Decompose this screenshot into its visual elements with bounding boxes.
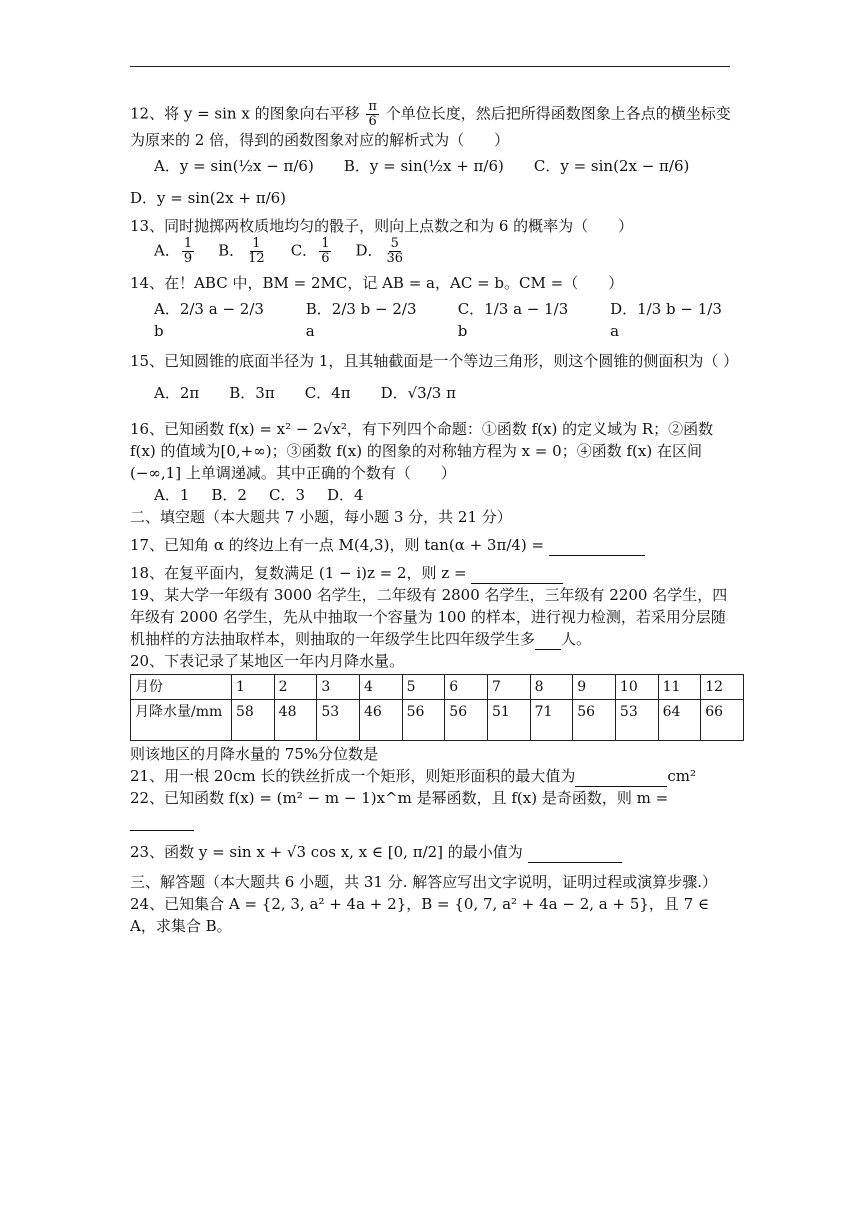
question-14-option-a: A．2/3 a − 2/3 b [154, 300, 264, 340]
question-16: 16、已知函数 f(x) = x² − 2√x²，有下列四个命题：①函数 f(x) 的定义域为 R；②函数 f(x) 的值域为[0,+∞)；③函数 f(x) 的图象的对称轴方程为 x = 0；④函数 f(x) 在区间(−∞,1] 上单调递减。其中正确的个数有（ ） [130, 420, 714, 482]
question-12-option-a: A．y = sin(½x − π/6) [154, 157, 314, 175]
table-row-label: 月降水量/mm [131, 700, 232, 741]
question-23-blank[interactable] [528, 862, 622, 863]
question-15-options [130, 382, 735, 404]
question-12-text-a: 12、将 y = sin x 的图象向右平移 [130, 104, 360, 123]
question-20: 20、下表记录了某地区一年内月降水量。 [130, 652, 405, 670]
question-23: 23、函数 y = sin x + √3 cos x, x ∈ [0, π/2] 的最小值为 [130, 841, 735, 863]
question-12 [130, 100, 735, 151]
exam-content [130, 99, 739, 937]
question-17-blank[interactable] [549, 555, 645, 556]
question-13-options [130, 237, 735, 266]
table-header-label: 月份 [131, 675, 232, 700]
question-16-option-c: C．3 [268, 486, 305, 504]
question-15: 15、已知圆锥的底面半径为 1，且其轴截面是一个等边三角形，则这个圆锥的侧面积为（ ） [130, 352, 739, 370]
question-20-after: 则该地区的月降水量的 75%分位数是 [130, 745, 379, 763]
section-2-heading: 二、填空题（本大题共 7 小题，每小题 3 分，共 21 分） [130, 508, 512, 526]
question-15-option-b: B．3π [229, 384, 275, 402]
question-24: 24、已知集合 A = {2, 3, a² + 4a + 2}，B = {0, 7, a² + 4a − 2, a + 5}，且 7 ∈ A，求集合 B。 [130, 895, 710, 935]
rainfall-table [130, 674, 744, 741]
question-22: 22、已知函数 f(x) = (m² − m − 1)x^m 是幂函数，且 f(x) 是奇函数，则 m = [130, 787, 735, 831]
question-14-options [130, 298, 735, 342]
question-12-option-c: C．y = sin(2x − π/6) [533, 157, 690, 175]
question-22-blank[interactable] [130, 830, 194, 831]
question-13-option-c: C． $\frac{1}{6}$ [290, 236, 330, 266]
question-14-option-b: B．2/3 b − 2/3 a [305, 300, 417, 340]
header-rule [130, 66, 730, 67]
question-15-option-c: C．4π [304, 384, 351, 402]
question-14: 14、在！ABC 中，BM = 2MC，记 AB = a，AC = b。CM =（ ） [130, 274, 624, 292]
question-12-option-d-line [130, 187, 735, 209]
question-12-options-row1 [130, 155, 735, 177]
question-13: 13、同时抛掷两枚质地均匀的骰子，则向上点数之和为 6 的概率为（ ） [130, 217, 634, 235]
question-21: 21、用一根 20cm 长的铁丝折成一个矩形，则矩形面积的最大值为 cm² [130, 767, 696, 785]
table-row: 月降水量/mm 58 48 53 46 56 56 51 71 56 53 64 66 [131, 700, 744, 741]
question-18: 18、在复平面内，复数满足 (1 − i)z = 2，则 z = [130, 562, 735, 584]
question-16-option-a: A．1 [154, 486, 190, 504]
question-16-options [130, 484, 735, 506]
question-13-option-a: A． $\frac{1}{9}$ [154, 236, 193, 266]
question-12-text-b: 个单位长度，然后把所得函数图象上各点的横坐标变为原来的 2 倍，得到的函数图象对应的解析式为（ ） [130, 104, 731, 149]
question-12-fraction: $\frac{\pi}{6}$ [368, 99, 377, 129]
question-13-option-b: B． $\frac{1}{12}$ [218, 236, 265, 266]
question-19: 19、某大学一年级有 3000 名学生，二年级有 2800 名学生，三年级有 2200 名学生，四年级有 2000 名学生，先从中抽取一个容量为 100 的样本，进行视力检测，若采用分层随机抽样的方法抽取样本，则抽取的一年级学生比四年级学生多 人。 [130, 586, 728, 648]
question-13-option-d: D． $\frac{5}{36}$ [355, 236, 404, 266]
question-19-blank[interactable] [535, 649, 561, 650]
question-12-option-d: D．y = sin(2x + π/6) [130, 189, 287, 207]
question-16-option-b: B．2 [211, 486, 247, 504]
question-15-option-a: A．2π [154, 384, 200, 402]
section-3-heading: 三、解答题（本大题共 6 小题，共 31 分. 解答应写出文字说明，证明过程或演算步骤.） [130, 873, 718, 891]
question-14-option-d: D．1/3 b − 1/3 a [610, 300, 722, 340]
question-15-option-d: D．√3/3 π [380, 384, 456, 402]
question-14-option-c: C．1/3 a − 1/3 b [457, 300, 569, 340]
question-12-option-b: B．y = sin(½x + π/6) [343, 157, 504, 175]
question-17: 17、已知角 α 的终边上有一点 M(4,3)，则 tan(α + 3π/4) = [130, 534, 735, 556]
table-row: 月份 1 2 3 4 5 6 7 8 9 10 11 12 [131, 675, 744, 700]
question-16-option-d: D．4 [327, 486, 364, 504]
